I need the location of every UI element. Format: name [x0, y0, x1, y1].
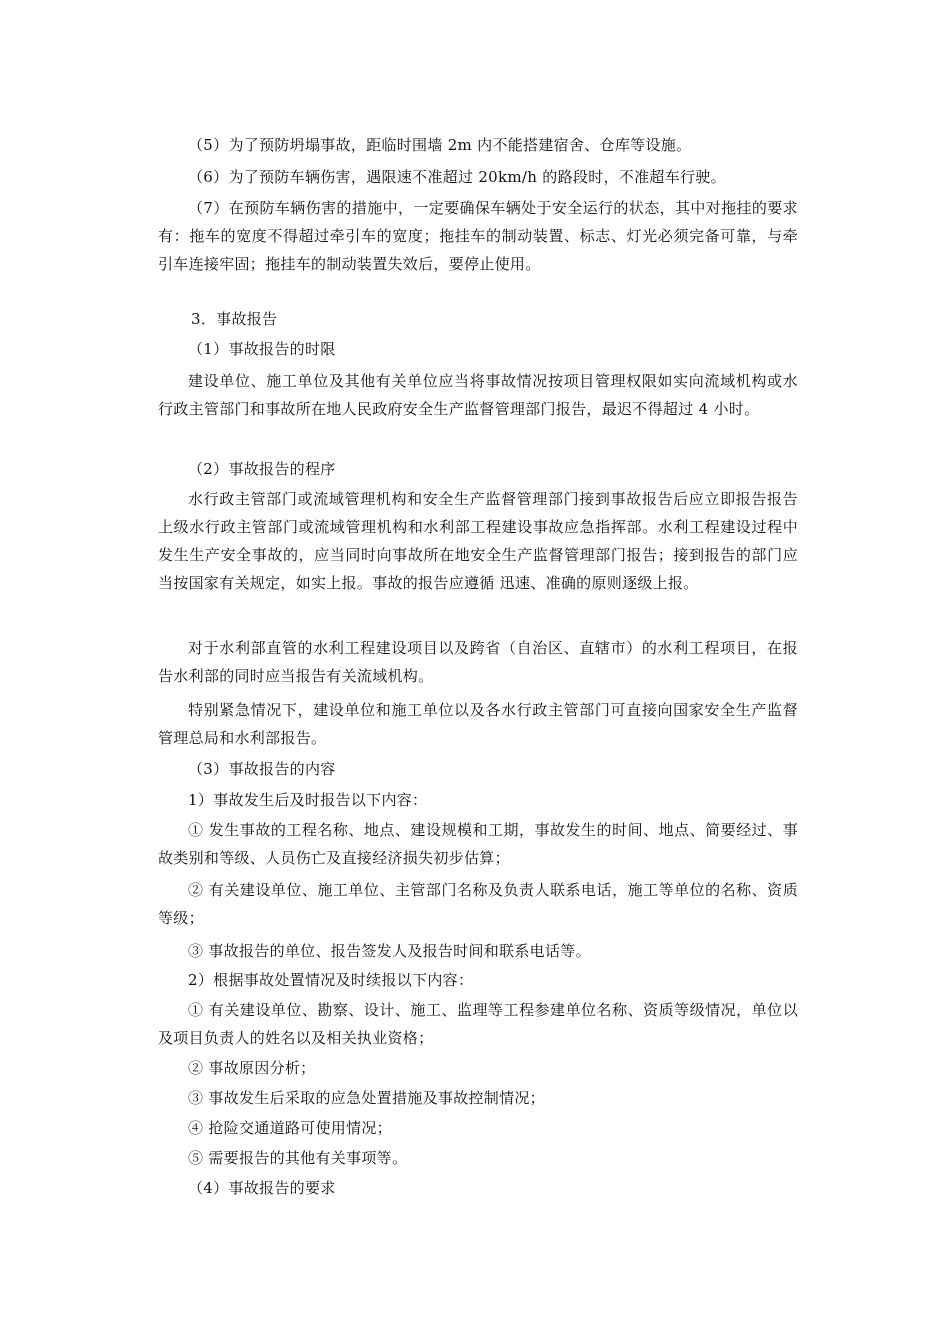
- paragraph-direct-projects: 对于水利部直管的水利工程建设项目以及跨省（自治区、直辖市）的水利工程项目，在报告水利部的同时应当报告有关流域机构。: [158, 639, 798, 685]
- subheading-report-content: （3）事故报告的内容: [188, 760, 336, 778]
- paragraph-item-7: （7）在预防车辆伤害的措施中，一定要确保车辆处于安全运行的状态，其中对拖挂的要求有：拖车的宽度不得超过牵引车的宽度；拖挂车的制动装置、标志、灯光必须完备可靠，与牵引车连接牢固；拖挂车的制动装置失效后，要停止使用。: [158, 199, 798, 273]
- list-heading-followup-report: 2）根据事故处置情况及时续报以下内容：: [188, 971, 474, 989]
- paragraph-item-6: （6）为了预防车辆伤害，遇限速不准超过 20km/h 的路段时，不准超车行驶。: [188, 168, 726, 186]
- subheading-report-procedure: （2）事故报告的程序: [188, 460, 336, 478]
- subheading-report-requirements: （4）事故报告的要求: [188, 1179, 336, 1197]
- list-heading-immediate-report: 1）事故发生后及时报告以下内容：: [188, 791, 428, 809]
- list-item-immediate-3: ③ 事故报告的单位、报告签发人及报告时间和联系电话等。: [188, 942, 591, 960]
- list-item-followup-3: ③ 事故发生后采取的应急处置措施及事故控制情况；: [188, 1089, 545, 1107]
- paragraph-item-5: （5）为了预防坍塌事故，距临时围墙 2m 内不能搭建宿舍、仓库等设施。: [188, 136, 692, 154]
- subheading-report-time-limit: （1）事故报告的时限: [188, 340, 336, 358]
- list-item-immediate-2: ② 有关建设单位、施工单位、主管部门名称及负责人联系电话，施工等单位的名称、资质等级；: [158, 881, 798, 927]
- list-item-followup-4: ④ 抢险交通道路可使用情况；: [188, 1119, 392, 1137]
- section-heading-accident-report: 3．事故报告: [191, 310, 278, 328]
- paragraph-time-limit: 建设单位、施工单位及其他有关单位应当将事故情况按项目管理权限如实向流域机构或水行政主管部门和事故所在地人民政府安全生产监督管理部门报告，最迟不得超过 4 小时。: [158, 372, 798, 418]
- list-item-followup-5: ⑤ 需要报告的其他有关事项等。: [188, 1149, 408, 1167]
- paragraph-procedure: 水行政主管部门或流域管理机构和安全生产监督管理部门接到事故报告后应立即报告报告上级水行政主管部门或流域管理机构和水利部工程建设事故应急指挥部。水利工程建设过程中发生生产安全事故的，应当同时向事故所在地安全生产监督管理部门报告；接到报告的部门应当按国家有关规定，如实上报。事故的报告应遵循 迅速、准确的原则逐级上报。: [158, 490, 798, 592]
- paragraph-urgent-cases: 特别紧急情况下，建设单位和施工单位以及各水行政主管部门可直接向国家安全生产监督管理总局和水利部报告。: [158, 701, 798, 747]
- list-item-followup-2: ② 事故原因分析；: [188, 1059, 316, 1077]
- list-item-immediate-1: ① 发生事故的工程名称、地点、建设规模和工期，事故发生的时间、地点、简要经过、事故类别和等级、人员伤亡及直接经济损失初步估算；: [158, 821, 798, 867]
- list-item-followup-1: ① 有关建设单位、勘察、设计、施工、监理等工程参建单位名称、资质等级情况，单位以及项目负责人的姓名以及相关执业资格；: [158, 1001, 798, 1047]
